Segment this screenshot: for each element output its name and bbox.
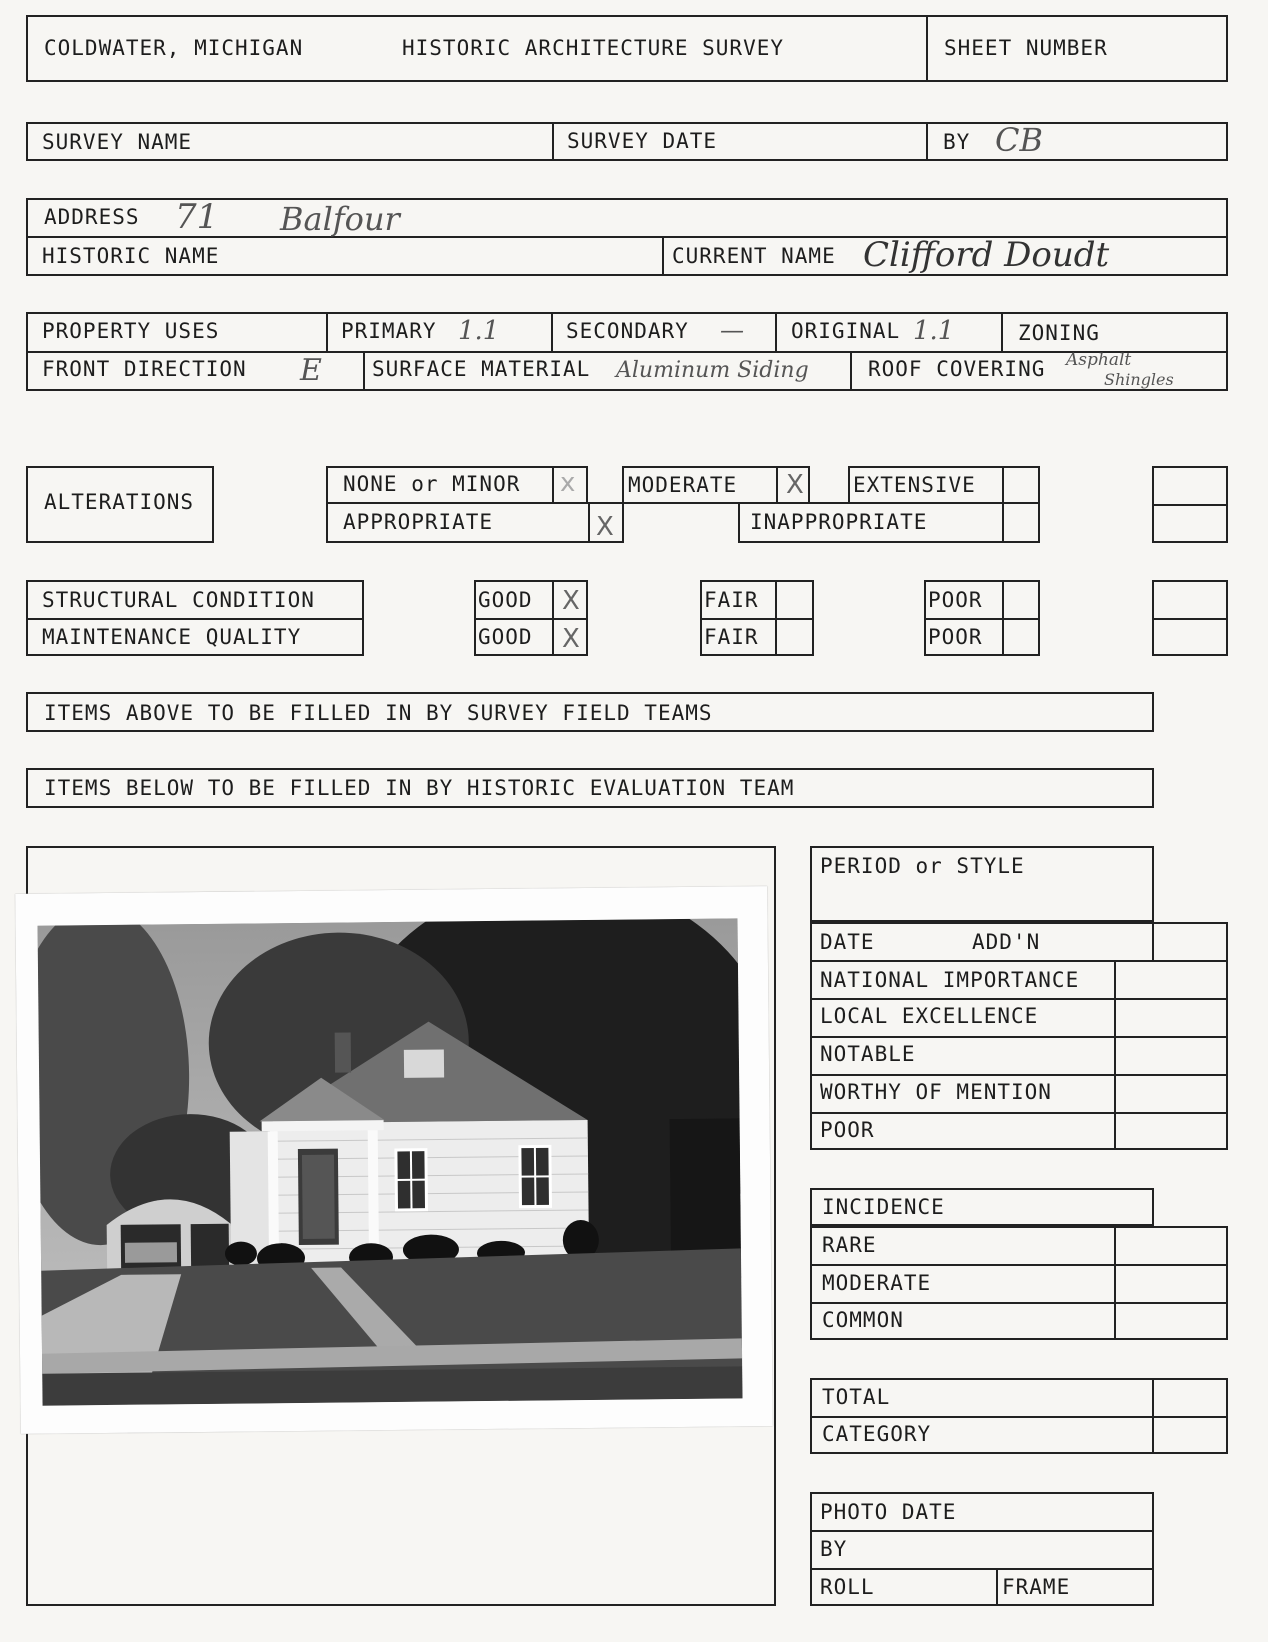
address-number: 71 xyxy=(175,197,219,237)
house-photo-image xyxy=(38,918,743,1405)
photo-print xyxy=(15,886,773,1434)
roof-covering-value: Asphalt xyxy=(1066,350,1132,370)
house-photo xyxy=(38,918,743,1405)
period-style-label: PERIOD or STYLE xyxy=(820,854,1025,878)
none-minor-label: NONE or MINOR xyxy=(343,472,521,496)
structural-poor-label: POOR xyxy=(928,588,983,612)
secondary-label: SECONDARY xyxy=(566,319,689,343)
surface-material-value: Aluminum Siding xyxy=(616,358,809,383)
field-teams-note: ITEMS ABOVE TO BE FILLED IN BY SURVEY FIELD TEAMS xyxy=(44,701,713,725)
evaluation-poor-label: POOR xyxy=(820,1118,875,1142)
survey-date-label: SURVEY DATE xyxy=(567,129,718,153)
frame-label: FRAME xyxy=(1002,1575,1071,1599)
rare-label: RARE xyxy=(822,1233,877,1257)
moderate-label: MODERATE xyxy=(628,473,738,497)
historic-name-label: HISTORIC NAME xyxy=(42,244,220,268)
secondary-value: — xyxy=(720,316,744,344)
maintenance-good-mark: X xyxy=(562,624,580,654)
original-label: ORIGINAL xyxy=(791,319,901,343)
by-value: CB xyxy=(995,121,1043,159)
survey-name-label: SURVEY NAME xyxy=(42,130,193,154)
maintenance-fair-label: FAIR xyxy=(704,625,759,649)
form-title: HISTORIC ARCHITECTURE SURVEY xyxy=(402,36,785,60)
zoning-label: ZONING xyxy=(1018,321,1100,345)
appropriate-mark: X xyxy=(596,512,614,542)
photo-by-label: BY xyxy=(820,1537,848,1561)
structural-good-mark: X xyxy=(562,586,580,616)
address-label: ADDRESS xyxy=(44,205,140,229)
roof-covering-value-2: Shingles xyxy=(1104,370,1174,389)
national-importance-label: NATIONAL IMPORTANCE xyxy=(820,968,1080,992)
structural-good-label: GOOD xyxy=(478,588,533,612)
evaluation-team-note: ITEMS BELOW TO BE FILLED IN BY HISTORIC EVALUATION TEAM xyxy=(44,776,795,800)
notable-label: NOTABLE xyxy=(820,1042,916,1066)
addn-label: ADD'N xyxy=(972,930,1041,954)
incidence-moderate-label: MODERATE xyxy=(822,1271,932,1295)
maintenance-good-label: GOOD xyxy=(478,625,533,649)
inappropriate-label: INAPPROPRIATE xyxy=(750,510,928,534)
structural-condition-label: STRUCTURAL CONDITION xyxy=(42,588,315,612)
photo-date-label: PHOTO DATE xyxy=(820,1500,957,1524)
city-label: COLDWATER, MICHIGAN xyxy=(44,36,304,60)
front-direction-value: E xyxy=(300,353,322,388)
local-excellence-label: LOCAL EXCELLENCE xyxy=(820,1004,1039,1028)
date-label: DATE xyxy=(820,930,875,954)
roof-covering-label: ROOF COVERING xyxy=(868,357,1046,381)
maintenance-quality-label: MAINTENANCE QUALITY xyxy=(42,625,302,649)
worthy-of-mention-label: WORTHY OF MENTION xyxy=(820,1080,1052,1104)
current-name-label: CURRENT NAME xyxy=(672,244,836,268)
by-label: BY xyxy=(943,130,971,154)
extensive-label: EXTENSIVE xyxy=(853,473,976,497)
none-minor-mark: x xyxy=(560,468,576,498)
common-label: COMMON xyxy=(822,1308,904,1332)
total-label: TOTAL xyxy=(822,1385,891,1409)
original-value: 1.1 xyxy=(913,316,955,346)
maintenance-poor-label: POOR xyxy=(928,625,983,649)
category-label: CATEGORY xyxy=(822,1422,932,1446)
appropriate-label: APPROPRIATE xyxy=(343,510,494,534)
primary-value: 1.1 xyxy=(458,316,500,346)
current-name-value: Clifford Doudt xyxy=(863,235,1110,275)
address-street: Balfour xyxy=(280,200,400,238)
front-direction-label: FRONT DIRECTION xyxy=(42,357,247,381)
surface-material-label: SURFACE MATERIAL xyxy=(372,357,591,381)
alterations-label: ALTERATIONS xyxy=(44,490,195,514)
primary-label: PRIMARY xyxy=(341,319,437,343)
moderate-mark: X xyxy=(786,470,804,500)
property-uses-label: PROPERTY USES xyxy=(42,319,220,343)
incidence-label: INCIDENCE xyxy=(822,1195,945,1219)
sheet-number-label: SHEET NUMBER xyxy=(944,36,1108,60)
structural-fair-label: FAIR xyxy=(704,588,759,612)
roll-label: ROLL xyxy=(820,1575,875,1599)
